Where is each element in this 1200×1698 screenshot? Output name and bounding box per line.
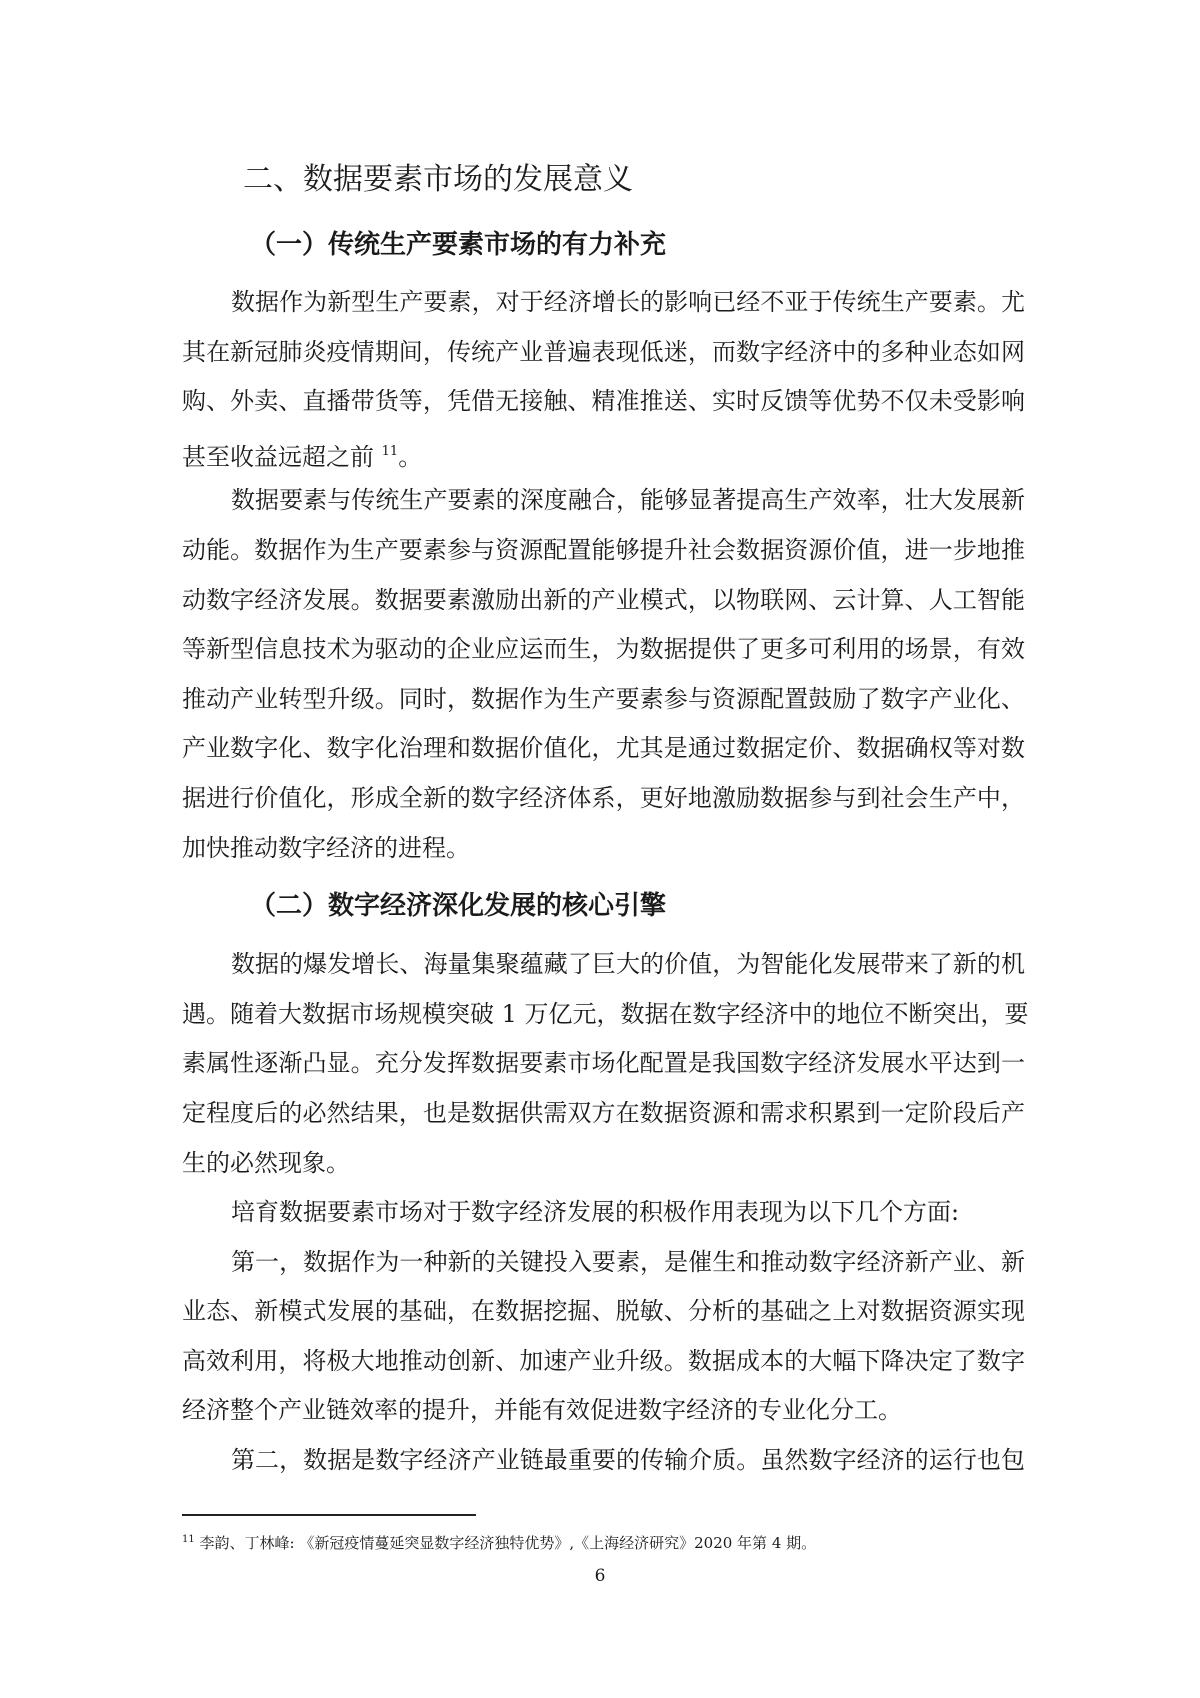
- line-text: 定程度后的必然结果，也是数据供需双方在数据资源和需求积累到一定阶段后产: [182, 1098, 1025, 1127]
- page-number: 6: [594, 1566, 606, 1586]
- line-text: 第一，数据作为一种新的关键投入要素，是催生和推动数字经济新产业、新: [231, 1247, 1025, 1276]
- text-line: [182, 278, 1025, 328]
- line-text: 数据要素与传统生产要素的深度融合，能够显著提高生产效率，壮大发展新: [231, 486, 1025, 515]
- line-text: 产业数字化、数字化治理和数据价值化，尤其是通过数据定价、数据确权等对数: [182, 734, 1025, 763]
- text-line: [182, 576, 1025, 626]
- footnote: [182, 1528, 816, 1555]
- text-line: [182, 1139, 1025, 1189]
- text-line: [182, 1188, 1025, 1238]
- text-line: [182, 377, 1025, 427]
- text-line: [182, 940, 1025, 990]
- footnote-divider: [182, 1514, 476, 1516]
- line-text: 等新型信息技术为驱动的企业应运而生，为数据提供了更多可利用的场景，有效: [182, 635, 1025, 664]
- text-line: [182, 1039, 1025, 1089]
- subsection-title-2: （二）数字经济深化发展的核心引擎: [250, 891, 667, 922]
- line-text: 数据作为新型生产要素，对于经济增长的影响已经不亚于传统生产要素。尤: [231, 288, 1025, 316]
- text-line: [182, 824, 1025, 874]
- text-line: [182, 774, 1025, 824]
- paragraph: [182, 1436, 1025, 1486]
- line-text: 数据的爆发增长、海量集聚蕴藏了巨大的价值，为智能化发展带来了新的机: [231, 950, 1025, 979]
- text-line: [182, 675, 1025, 725]
- line-text: 。: [398, 442, 423, 471]
- line-text: 据进行价值化，形成全新的数字经济体系，更好地激励数据参与到社会生产中，: [182, 783, 1025, 812]
- line-text: 生的必然现象。: [182, 1148, 350, 1177]
- text-line: [182, 1436, 1025, 1486]
- line-text: 推动产业转型升级。同时，数据作为生产要素参与资源配置鼓励了数字产业化、: [182, 684, 1025, 713]
- text-line: [182, 990, 1029, 1040]
- line-text: 甚至收益远超之前: [182, 442, 374, 471]
- text-line: [182, 427, 1025, 477]
- line-text: 高效利用，将极大地推动创新、加速产业升级。数据成本的大幅下降决定了数字: [182, 1346, 1025, 1375]
- text-line: [182, 724, 1025, 774]
- footnote-ref[interactable]: 11: [381, 443, 399, 459]
- line-text: 其在新冠肺炎疫情期间，传统产业普遍表现低迷，而数字经济中的多种业态如网: [182, 337, 1025, 366]
- paragraph: [182, 940, 1029, 1188]
- text-line: [182, 1337, 1025, 1387]
- line-text: 遇。随着大数据市场规模突破 1 万亿元，数据在数字经济中的地位不断突出，要: [182, 999, 1029, 1028]
- footnote-text: 李韵、丁林峰: 《新冠疫情蔓延突显数字经济独特优势》,《上海经济研究》2020 年第 4 期。: [199, 1534, 817, 1552]
- text-line: [182, 328, 1025, 378]
- line-text: 动数字经济发展。数据要素激励出新的产业模式，以物联网、云计算、人工智能: [182, 585, 1025, 614]
- footnote-number: 11: [182, 1534, 195, 1545]
- text-line: [182, 526, 1025, 576]
- paragraph: [182, 278, 1025, 476]
- line-text: 加快推动数字经济的进程。: [182, 833, 470, 862]
- text-line: [182, 476, 1025, 526]
- line-text: 第二，数据是数字经济产业链最重要的传输介质。虽然数字经济的运行也包: [231, 1446, 1025, 1475]
- text-line: [182, 1089, 1025, 1139]
- text-line: [182, 1287, 1025, 1337]
- text-line: [182, 625, 1025, 675]
- subsection-title-1: （一）传统生产要素市场的有力补充: [250, 230, 667, 260]
- line-text: 业态、新模式发展的基础，在数据挖掘、脱敏、分析的基础之上对数据资源实现: [182, 1297, 1025, 1326]
- line-text: 培育数据要素市场对于数字经济发展的积极作用表现为以下几个方面:: [231, 1198, 960, 1227]
- line-text: 购、外卖、直播带货等，凭借无接触、精准推送、实时反馈等优势不仅未受影响: [182, 387, 1025, 416]
- body-text: [182, 278, 1029, 1486]
- line-text: 经济整个产业链效率的提升，并能有效促进数字经济的专业化分工。: [182, 1396, 902, 1425]
- line-text: 素属性逐渐凸显。充分发挥数据要素市场化配置是我国数字经济发展水平达到一: [182, 1049, 1025, 1078]
- paragraph: [182, 1188, 1025, 1238]
- paragraph: [182, 1238, 1025, 1436]
- text-line: [182, 1238, 1025, 1288]
- section-title: 二、数据要素市场的发展意义: [243, 162, 633, 197]
- paragraph: [182, 476, 1025, 873]
- text-line: [182, 1386, 1025, 1436]
- line-text: 动能。数据作为生产要素参与资源配置能够提升社会数据资源价值，进一步地推: [182, 535, 1025, 564]
